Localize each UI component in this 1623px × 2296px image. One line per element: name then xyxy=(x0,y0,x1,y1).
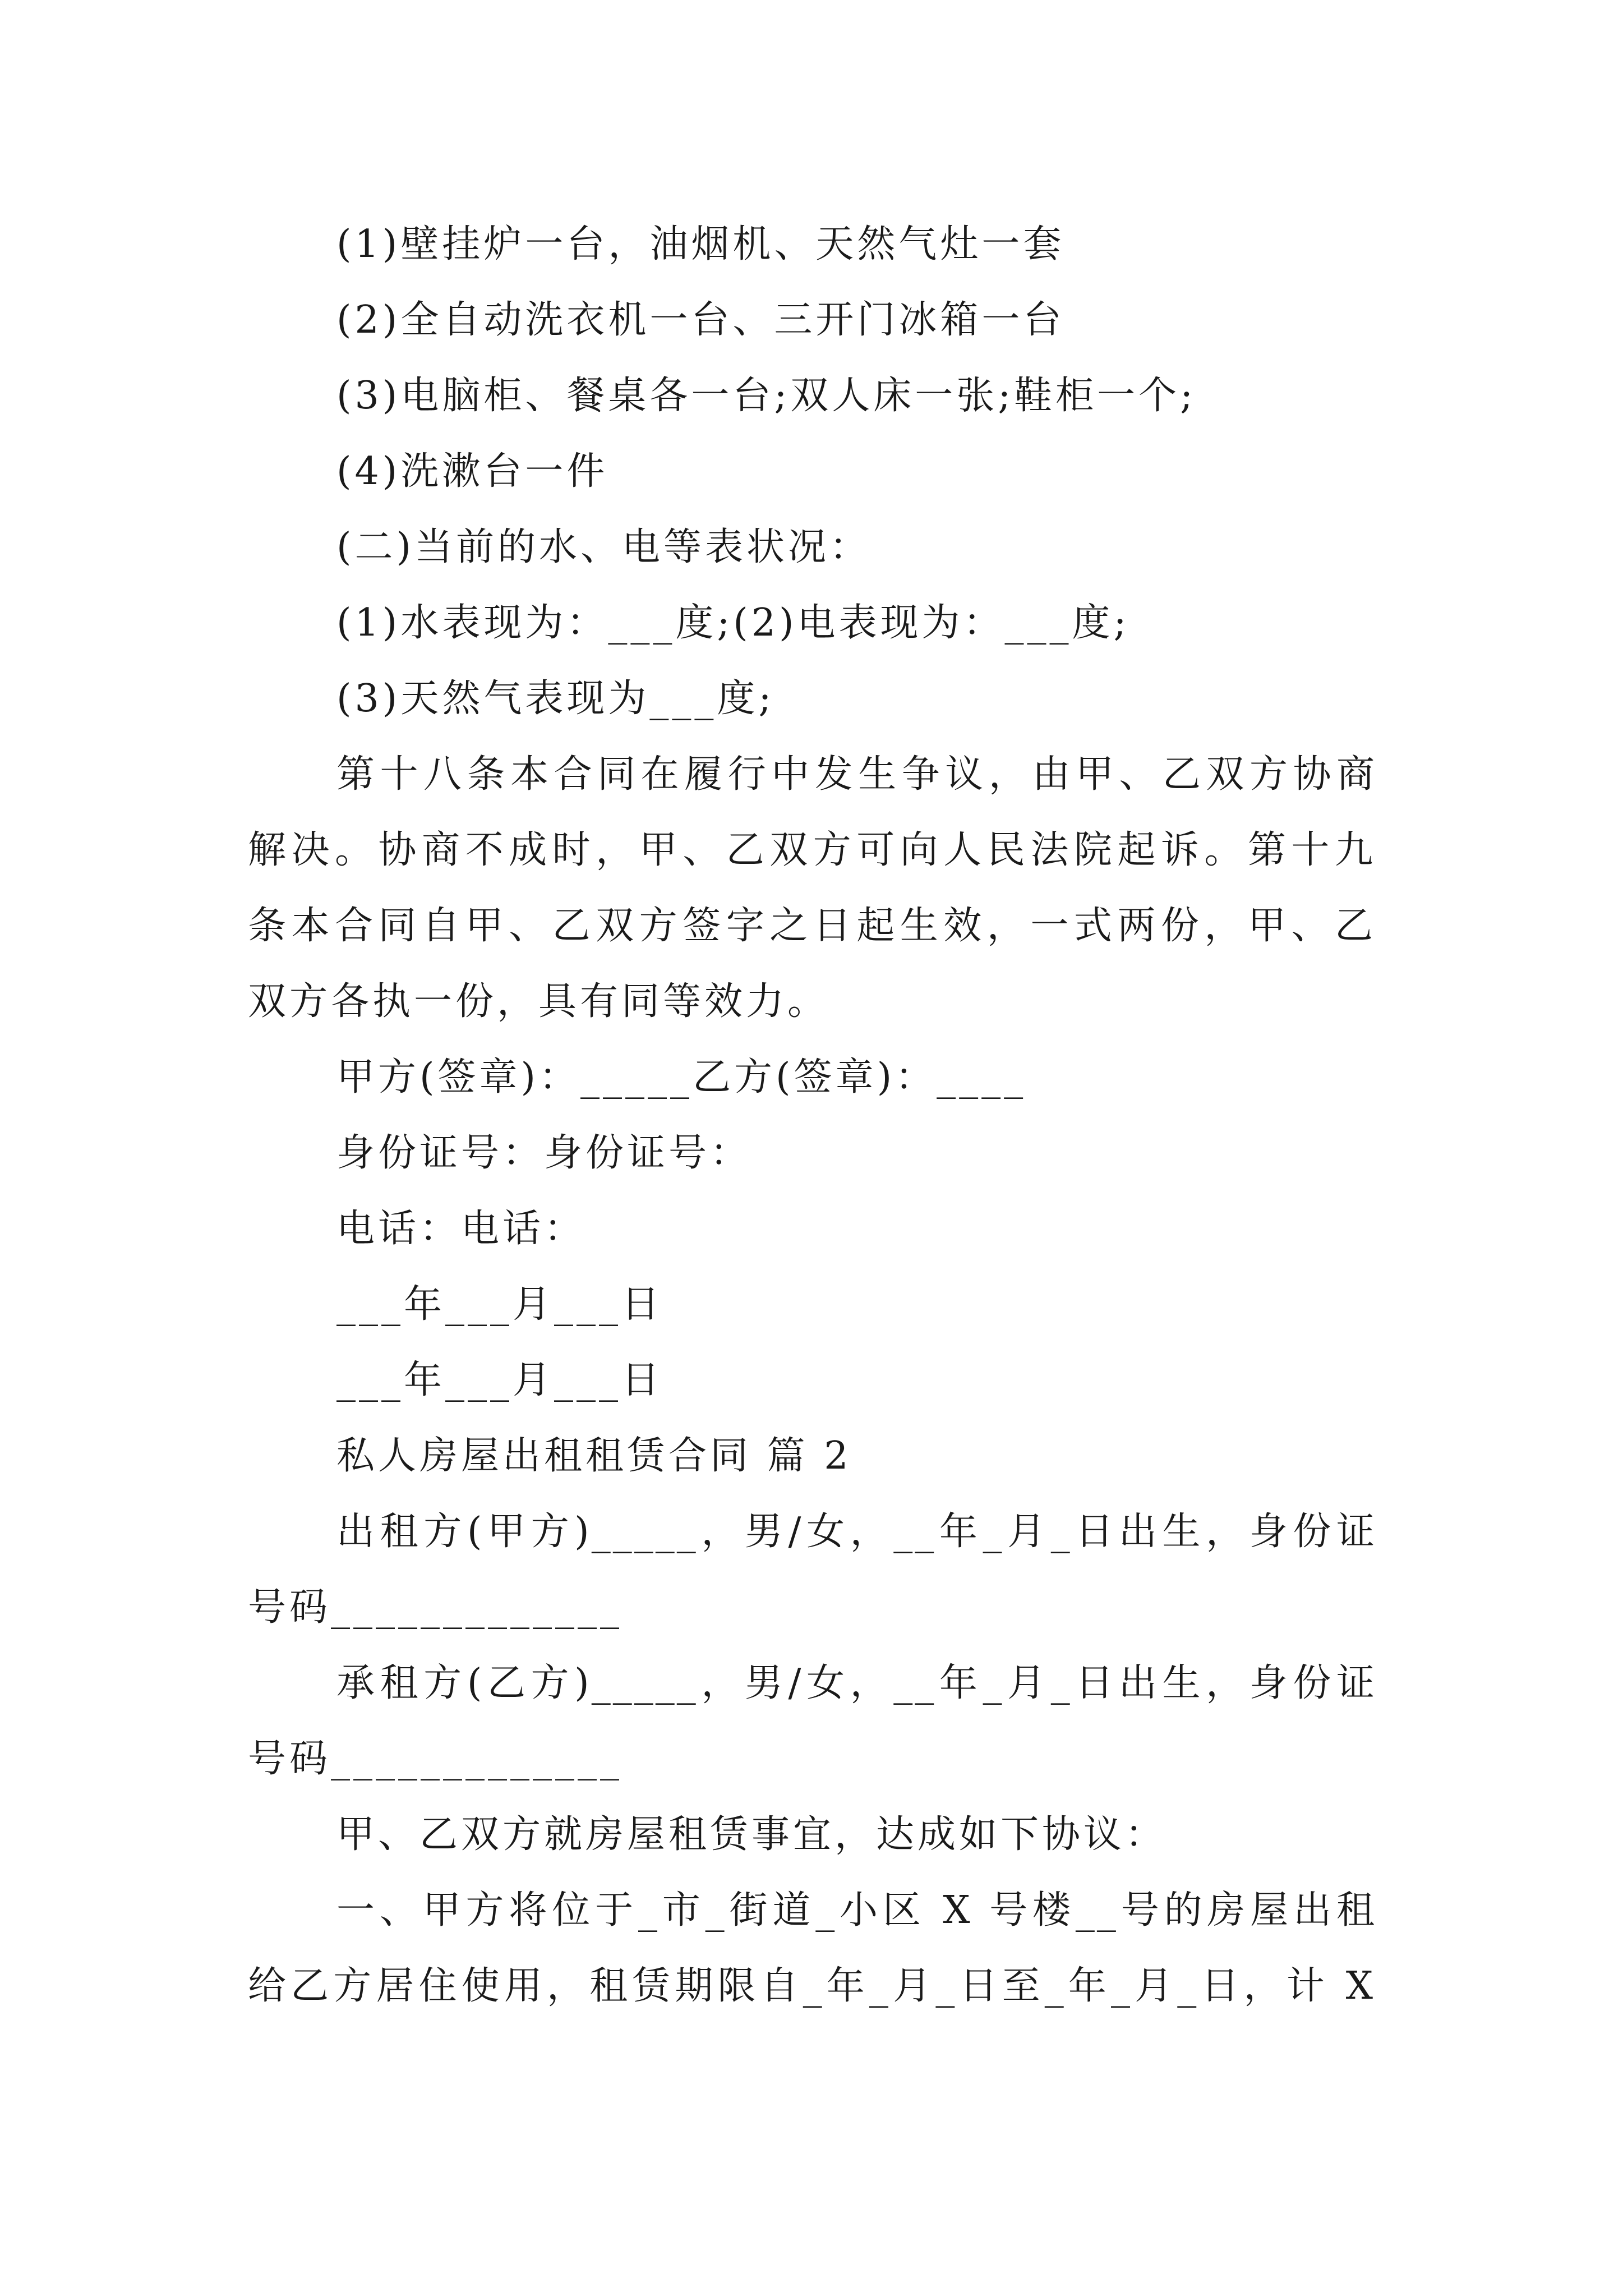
paragraph-line: 双方各执一份，具有同等效力。 xyxy=(248,979,829,1024)
paragraph-line: 解决。协商不成时，甲、乙双方可向人民法院起诉。第十九 xyxy=(248,828,1375,872)
paragraph-line: 第十八条本合同在履行中发生争议，由甲、乙双方协商 xyxy=(336,752,1377,797)
paragraph-line: 给乙方居住使用，租赁期限自_年_月_日至_年_月_日，计 X xyxy=(248,1964,1375,2008)
paragraph-line: 甲、乙双方就房屋租赁事宜，达成如下协议： xyxy=(336,1812,1167,1857)
text-line: (3)电脑柜、餐桌各一台;双人床一张;鞋柜一个; xyxy=(336,374,1197,418)
text-line: (2)全自动洗衣机一台、三开门冰箱一台 xyxy=(336,298,1065,342)
text-line: (3)天然气表现为___度; xyxy=(336,677,775,721)
paragraph-line: 承租方(乙方)_____，男/女，__年_月_日出生，身份证 xyxy=(336,1661,1377,1705)
section-heading: 私人房屋出租租赁合同 篇 2 xyxy=(336,1434,852,1478)
id-number-line: 身份证号：身份证号： xyxy=(336,1131,752,1175)
date-line: ___年___月___日 xyxy=(336,1282,663,1327)
signature-line: 甲方(签章)：_____乙方(签章)：____ xyxy=(336,1055,1027,1099)
paragraph-line: 一、甲方将位于_市_街道_小区 X 号楼__号的房屋出租 xyxy=(336,1888,1377,1932)
phone-line: 电话：电话： xyxy=(336,1207,586,1251)
paragraph-line: 号码_____________ xyxy=(248,1737,623,1781)
paragraph-line: 号码_____________ xyxy=(248,1585,623,1630)
paragraph-line: 出租方(甲方)_____，男/女，__年_月_日出生，身份证 xyxy=(336,1510,1377,1554)
text-line: (1)壁挂炉一台，油烟机、天然气灶一套 xyxy=(336,222,1065,266)
text-line: (4)洗漱台一件 xyxy=(336,449,608,494)
text-line: (1)水表现为：___度;(2)电表现为：___度; xyxy=(336,601,1130,645)
text-line: (二)当前的水、电等表状况： xyxy=(336,525,872,569)
date-line: ___年___月___日 xyxy=(336,1358,663,1402)
paragraph-line: 条本合同自甲、乙双方签字之日起生效，一式两份，甲、乙 xyxy=(248,904,1375,948)
